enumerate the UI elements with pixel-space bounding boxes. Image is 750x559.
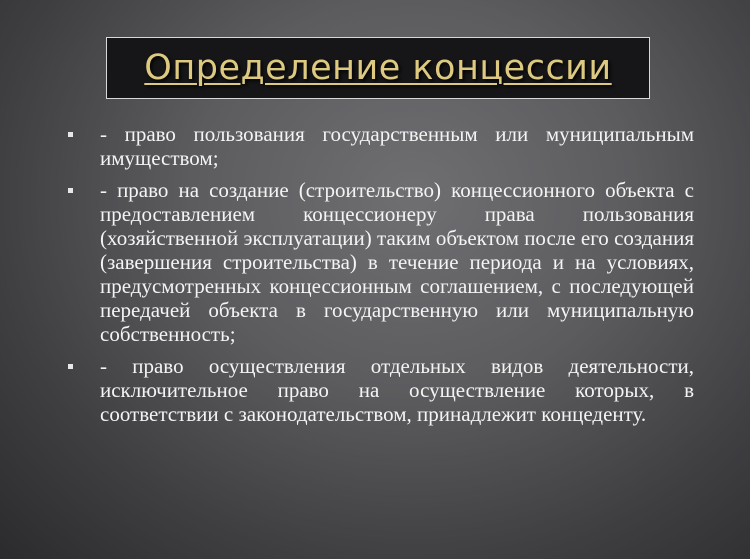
square-bullet-icon — [62, 354, 100, 378]
bullet-item-1 — [62, 122, 694, 170]
bullet-text-1: - право пользования государственным или муниципальным имуществом; — [100, 122, 694, 170]
page-title: Определение концессии — [144, 48, 612, 88]
bullet-list — [62, 122, 694, 434]
square-bullet-icon — [62, 178, 100, 202]
bullet-item-3 — [62, 354, 694, 426]
title-box — [106, 37, 650, 99]
square-bullet-icon — [62, 122, 100, 146]
bullet-text-3: - право осуществления отдельных видов деятельности, исключительное право на осуществление которых, в соответствии с законодательством, принадлежит концеденту. — [100, 354, 694, 426]
bullet-text-2: - право на создание (строительство) концессионного объекта с предоставлением концессионеру права пользования (хозяйственной эксплуатации) таким объектом после его создания (завершения строительства) в течение периода и на условиях, предусмотренных концессионным соглашением, с последующей передачей объекта в государственную или муниципальную собственность; — [100, 178, 694, 346]
bullet-item-2 — [62, 178, 694, 346]
